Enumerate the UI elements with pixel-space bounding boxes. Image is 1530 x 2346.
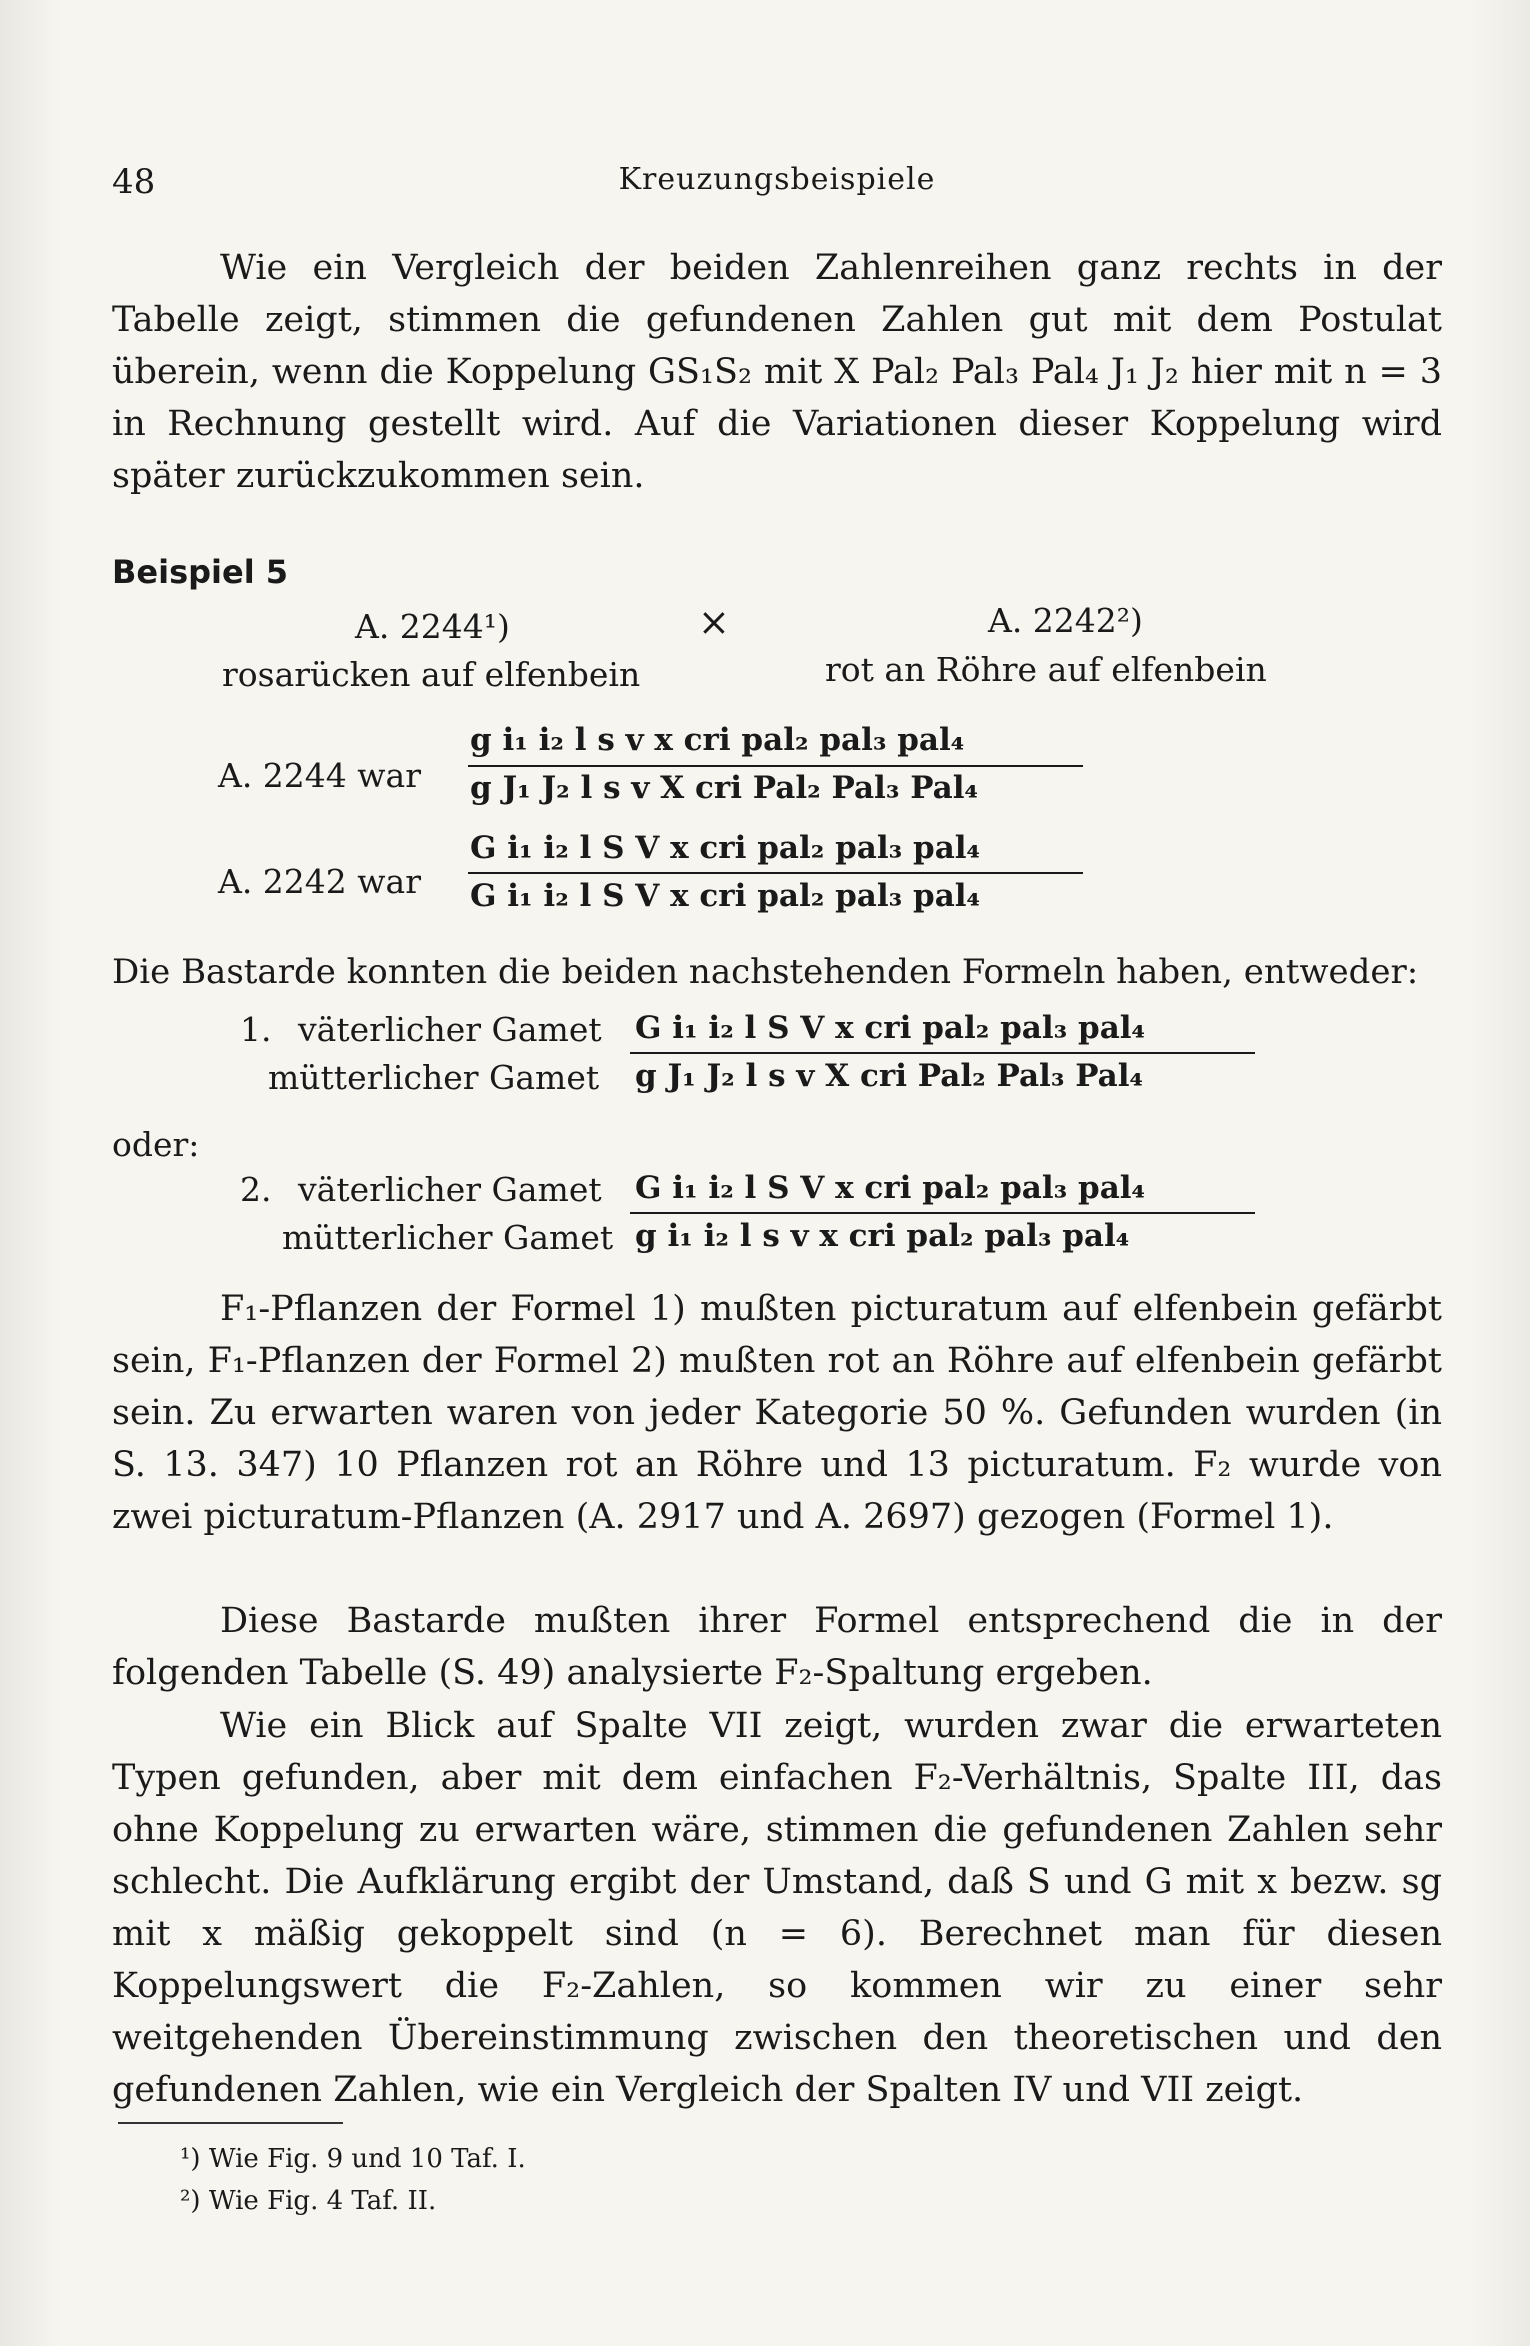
formula-label: A. 2242 war: [218, 862, 421, 901]
maternal-label: mütterlicher Gamet: [282, 1218, 614, 1257]
left-parent: A. 2244¹): [355, 607, 510, 646]
paternal-gamete: G i₁ i₂ l S V x cri pal₂ pal₃ pal₄: [635, 1010, 1146, 1046]
fraction-line: [468, 872, 1083, 874]
paragraph-2: F₁-Pflanzen der Formel 1) mußten picturatum auf elfenbein gefärbt sein, F₁-Pflanzen der Formel 2) mußten rot an Röhre auf elfenbein gefärbt sein. Zu erwarten waren von jeder Kategorie 50 %. Gefunden wurden (in S. 13. 347) 10 Pflanzen rot an Röhre und 13 picturatum. F₂ wurde von zwei picturatum-Pflanzen (A. 2917 und A. 2697) gezogen (Formel 1).: [112, 1289, 1442, 1537]
running-head: [112, 162, 1442, 222]
left-parent-description: rosarücken auf elfenbein: [222, 655, 641, 694]
section-heading: Beispiel 5: [112, 553, 289, 591]
paternal-gamete: G i₁ i₂ l S V x cri pal₂ pal₃ pal₄: [635, 1170, 1146, 1206]
footnote-1: ¹) Wie Fig. 9 und 10 Taf. I.: [180, 2144, 526, 2174]
fraction-line: [630, 1052, 1255, 1054]
oder-label: oder:: [112, 1125, 200, 1164]
maternal-gamete: g i₁ i₂ l s v x cri pal₂ pal₃ pal₄: [635, 1218, 1130, 1254]
paragraph-3: Diese Bastarde mußten ihrer Formel entsprechend die in der folgenden Tabelle (S. 49) analysierte F₂-Spaltung ergeben.: [112, 1601, 1442, 1693]
maternal-label: mütterlicher Gamet: [268, 1058, 600, 1097]
cross-symbol: ×: [698, 600, 730, 644]
formula-numerator: g i₁ i₂ l s v x cri pal₂ pal₃ pal₄: [470, 722, 965, 758]
option-number: 1.: [240, 1010, 272, 1049]
formula-denominator: G i₁ i₂ l S V x cri pal₂ pal₃ pal₄: [470, 878, 981, 914]
right-parent: A. 2242²): [988, 601, 1143, 640]
formula-label: A. 2244 war: [218, 756, 421, 795]
paternal-label: väterlicher Gamet: [298, 1010, 602, 1049]
footnote-rule: [118, 2122, 343, 2124]
bastards-intro: Die Bastarde konnten die beiden nachstehenden Formeln haben, entweder:: [112, 952, 1419, 992]
fraction-line: [630, 1212, 1255, 1214]
fraction-line: [468, 765, 1083, 767]
running-title: Kreuzungsbeispiele: [618, 162, 936, 197]
maternal-gamete: g J₁ J₂ l s v X cri Pal₂ Pal₃ Pal₄: [635, 1058, 1144, 1094]
paragraph-4: Wie ein Blick auf Spalte VII zeigt, wurden zwar die erwarteten Typen gefunden, aber mit dem einfachen F₂-Verhältnis, Spalte III, das ohne Koppelung zu erwarten wäre, stimmen die gefundenen Zahlen sehr schlecht. Die Aufklärung ergibt der Umstand, daß S und G mit x bezw. sg mit x mäßig gekoppelt sind (n = 6). Berechnet man für diesen Koppelungswert die F₂-Zahlen, so kommen wir zu einer sehr weitgehenden Übereinstimmung zwischen den theoretischen und den gefundenen Zahlen, wie ein Vergleich der Spalten IV und VII zeigt.: [112, 1706, 1442, 2110]
option-number: 2.: [240, 1170, 272, 1209]
right-parent-description: rot an Röhre auf elfenbein: [825, 650, 1267, 689]
formula-numerator: G i₁ i₂ l S V x cri pal₂ pal₃ pal₄: [470, 830, 981, 866]
footnote-2: ²) Wie Fig. 4 Taf. II.: [180, 2186, 437, 2216]
page-number: 48: [112, 162, 156, 202]
formula-denominator: g J₁ J₂ l s v X cri Pal₂ Pal₃ Pal₄: [470, 770, 979, 806]
paternal-label: väterlicher Gamet: [298, 1170, 602, 1209]
paragraph-1: Wie ein Vergleich der beiden Zahlenreihen ganz rechts in der Tabelle zeigt, stimmen die gefundenen Zahlen gut mit dem Postulat überein, wenn die Koppelung GS₁S₂ mit X Pal₂ Pal₃ Pal₄ J₁ J₂ hier mit n = 3 in Rechnung gestellt wird. Auf die Variationen dieser Koppelung wird später zurückzukommen sein.: [112, 248, 1442, 496]
